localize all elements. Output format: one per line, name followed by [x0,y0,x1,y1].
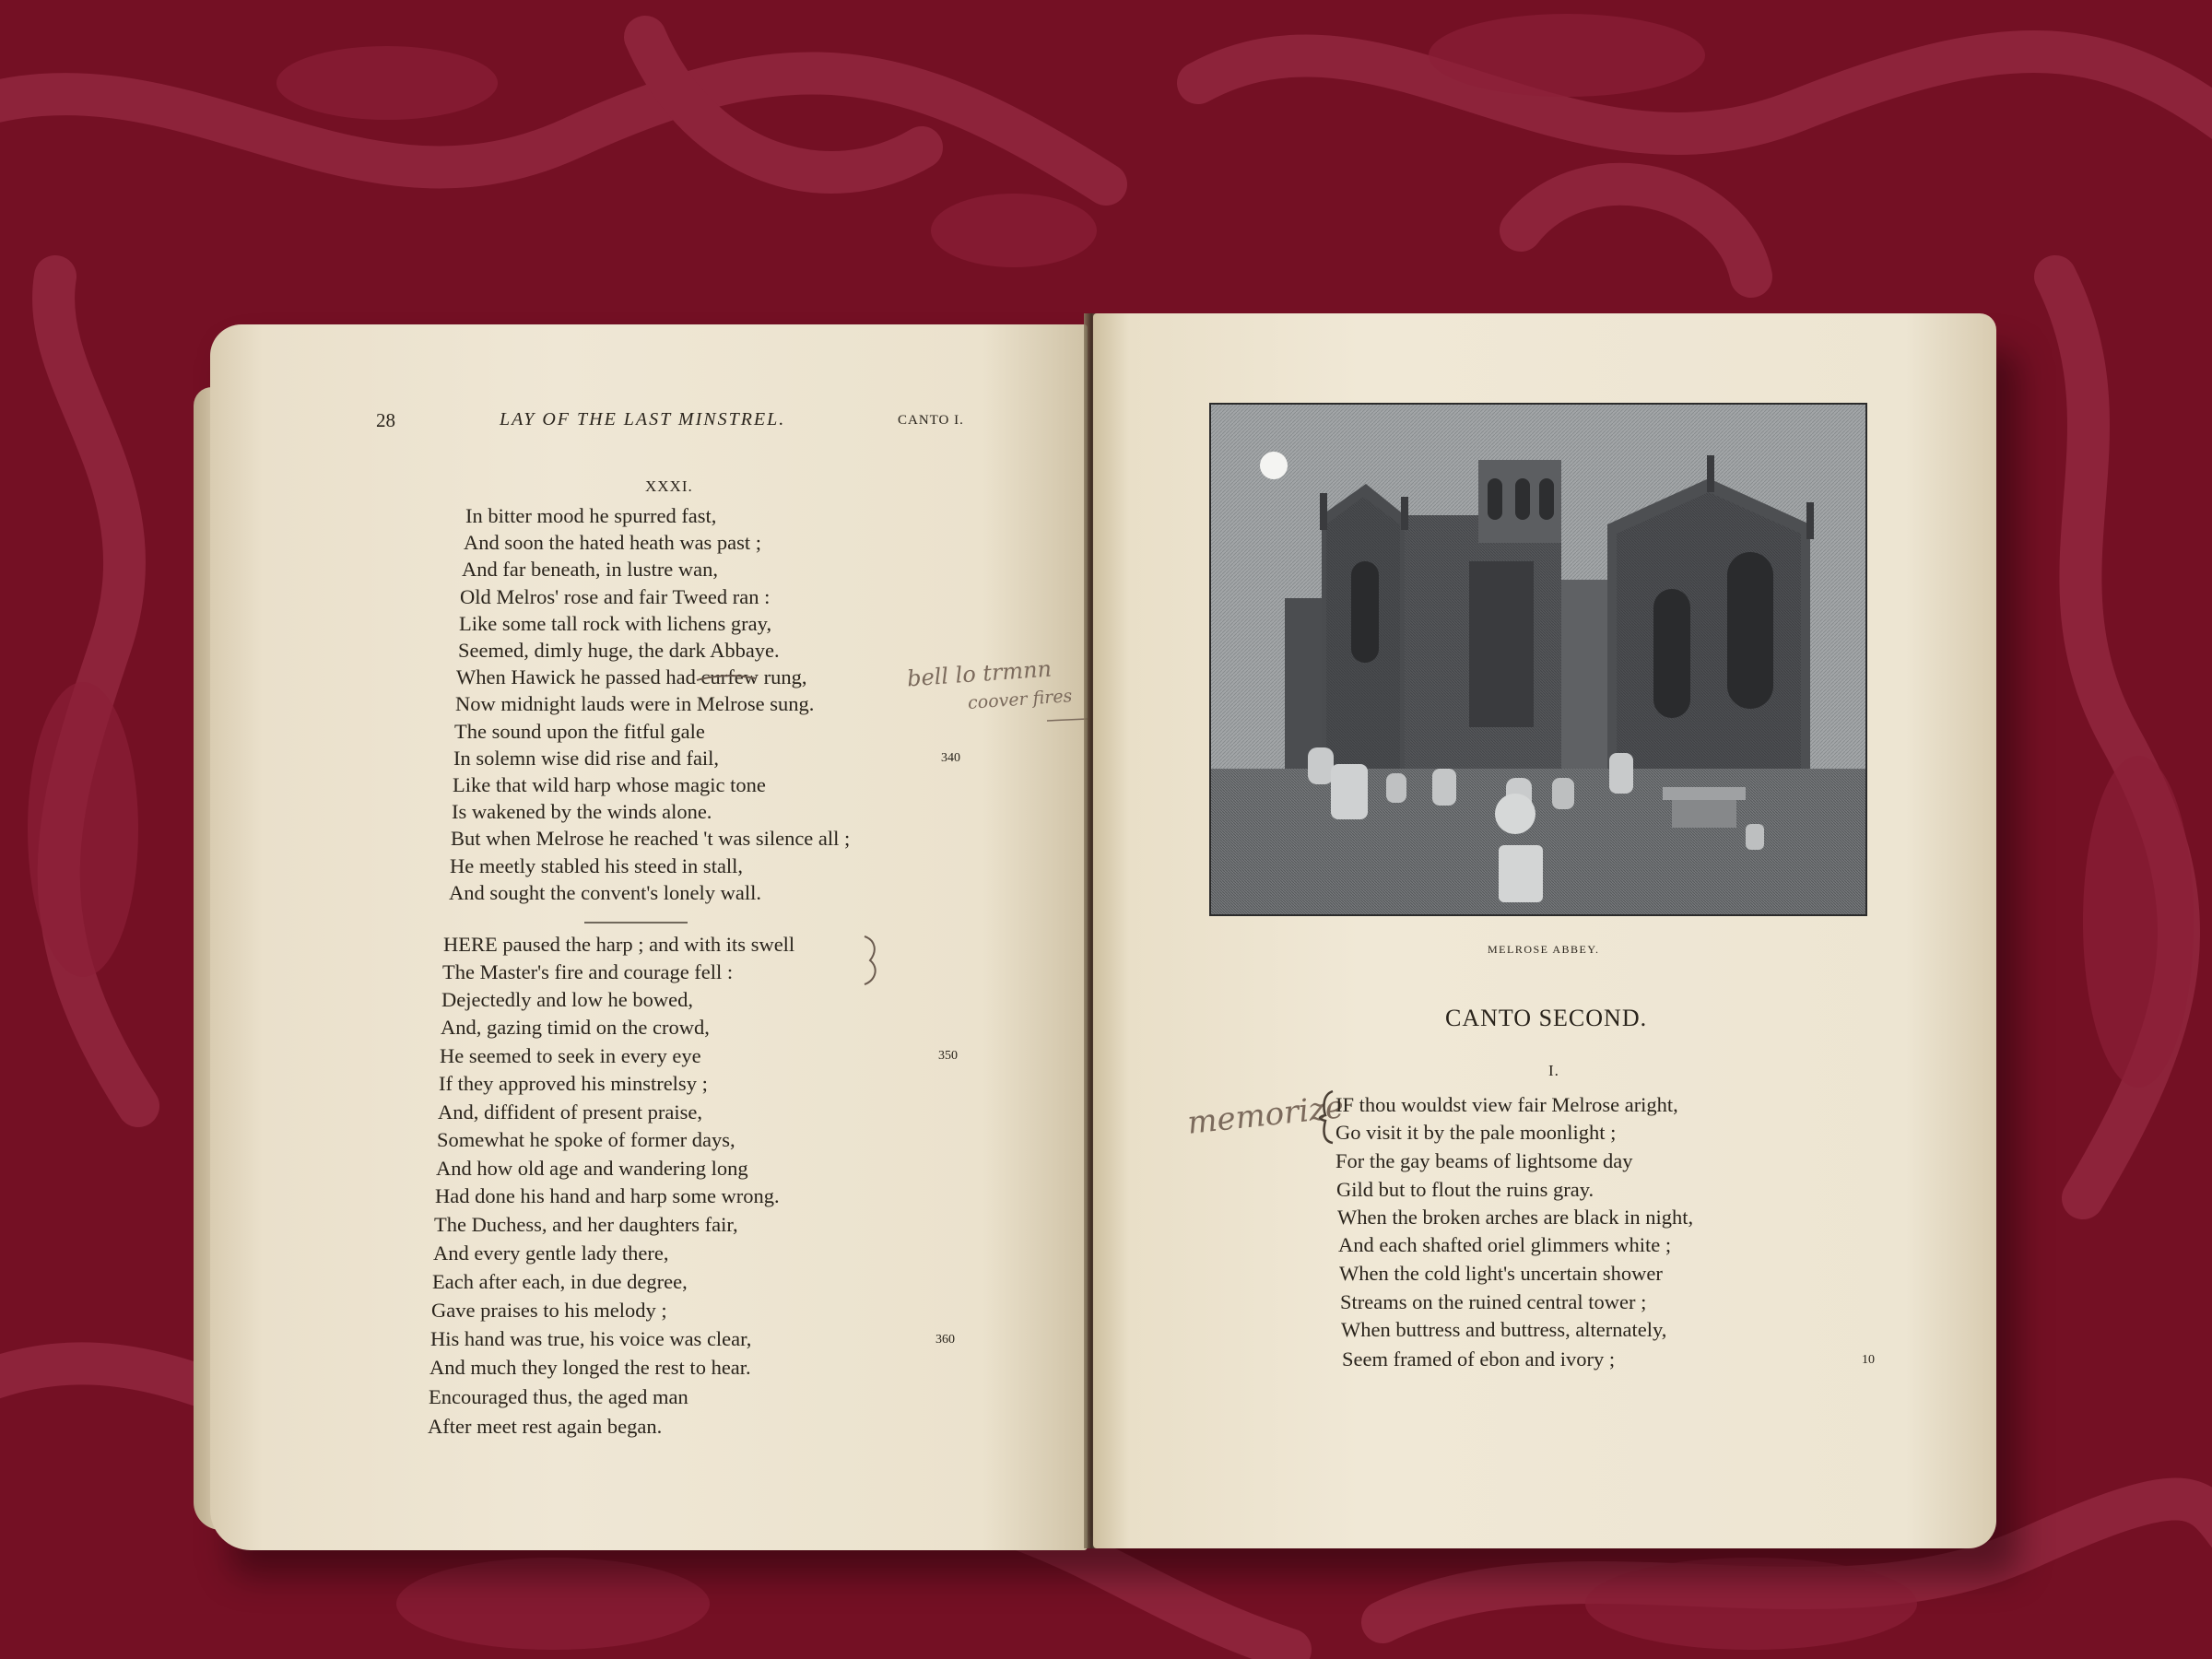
verse-line: IF thou wouldst view fair Melrose aright, [1335,1093,1678,1116]
melrose-abbey-engraving [1209,403,1867,916]
verse-line: But when Melrose he reached 't was silence all ; [451,827,851,850]
verse-line: And, diffident of present praise, [438,1100,703,1124]
line-number-360: 360 [935,1333,955,1347]
verse-line: Old Melros' rose and fair Tweed ran : [460,585,771,608]
verse-line: And much they longed the rest to hear. [429,1356,751,1379]
verse-line: Is wakened by the winds alone. [452,800,712,823]
running-title: LAY OF THE LAST MINSTREL. [500,409,786,429]
verse-line: Encouraged thus, the aged man [429,1385,688,1408]
verse-line: And, gazing timid on the crowd, [441,1016,710,1039]
verse-line: His hand was true, his voice was clear, [430,1327,752,1350]
pencil-underline-marks [689,664,1088,737]
verse-line: He meetly stabled his steed in stall, [450,854,744,877]
verse-line: After meet rest again began. [428,1415,663,1438]
section-divider [584,922,688,924]
verse-line: The Duchess, and her daughters fair, [434,1213,738,1236]
verse-line: In solemn wise did rise and fail, [453,747,720,770]
pencil-margin-note: memorize [1185,1088,1346,1142]
pencil-bracket-mark [859,933,887,988]
verse-line: Streams on the ruined central tower ; [1340,1290,1647,1313]
verse-line: The Master's fire and courage fell : [442,960,734,983]
verse-line: Dejectedly and low he bowed, [441,988,694,1011]
line-number-10: 10 [1862,1353,1875,1367]
moon-icon [1260,452,1288,479]
verse-line: And far beneath, in lustre wan, [462,558,719,581]
line-number-350: 350 [938,1049,958,1063]
line-number-340: 340 [941,751,960,765]
verse-line: When the cold light's uncertain shower [1339,1262,1663,1285]
page-number: 28 [376,409,395,431]
verse-line: For the gay beams of lightsome day [1335,1149,1633,1172]
verse-line: Each after each, in due degree, [432,1270,688,1293]
illustration-caption: MELROSE ABBEY. [1488,943,1600,956]
verse-line: Now midnight lauds were in Melrose sung. [455,692,815,715]
verse-line: And sought the convent's lonely wall. [449,881,762,904]
left-page [210,324,1088,1550]
verse-line: Like that wild harp whose magic tone [453,773,766,796]
pencil-margin-note: coover fires [967,686,1074,713]
stanza-number: XXXI. [645,477,693,495]
verse-line: HERE paused the harp ; and with its swell [443,933,795,956]
verse-line: Seem framed of ebon and ivory ; [1342,1347,1616,1371]
abbey-ruin-illustration [1211,405,1865,914]
verse-line: And how old age and wandering long [436,1157,748,1180]
verse-line: Somewhat he spoke of former days, [437,1128,735,1151]
verse-line: When the broken arches are black in night, [1337,1206,1694,1229]
verse-line: When Hawick he passed had curfew rung, [456,665,807,688]
pencil-margin-note: bell lo trmnn [906,655,1053,692]
verse-line: And each shafted oriel glimmers white ; [1338,1233,1672,1256]
verse-line: Seemed, dimly huge, the dark Abbaye. [458,639,780,662]
verse-line: Gild but to flout the ruins gray. [1336,1178,1594,1201]
canto-label: CANTO I. [898,413,964,428]
stanza-number: I. [1548,1062,1559,1079]
verse-line: If they approved his minstrelsy ; [439,1072,708,1095]
verse-line: Like some tall rock with lichens gray, [459,612,772,635]
verse-line: Gave praises to his melody ; [431,1299,667,1322]
verse-line: And every gentle lady there, [433,1241,669,1265]
verse-line: Go visit it by the pale moonlight ; [1335,1121,1617,1144]
verse-line: When buttress and buttress, alternately, [1341,1318,1667,1341]
verse-line: In bitter mood he spurred fast, [465,504,717,527]
canto-title: CANTO SECOND. [1445,1005,1648,1031]
verse-line: And soon the hated heath was past ; [464,531,762,554]
verse-line: He seemed to seek in every eye [440,1044,701,1067]
verse-line: Had done his hand and harp some wrong. [435,1184,780,1207]
verse-line: The sound upon the fitful gale [454,720,705,743]
